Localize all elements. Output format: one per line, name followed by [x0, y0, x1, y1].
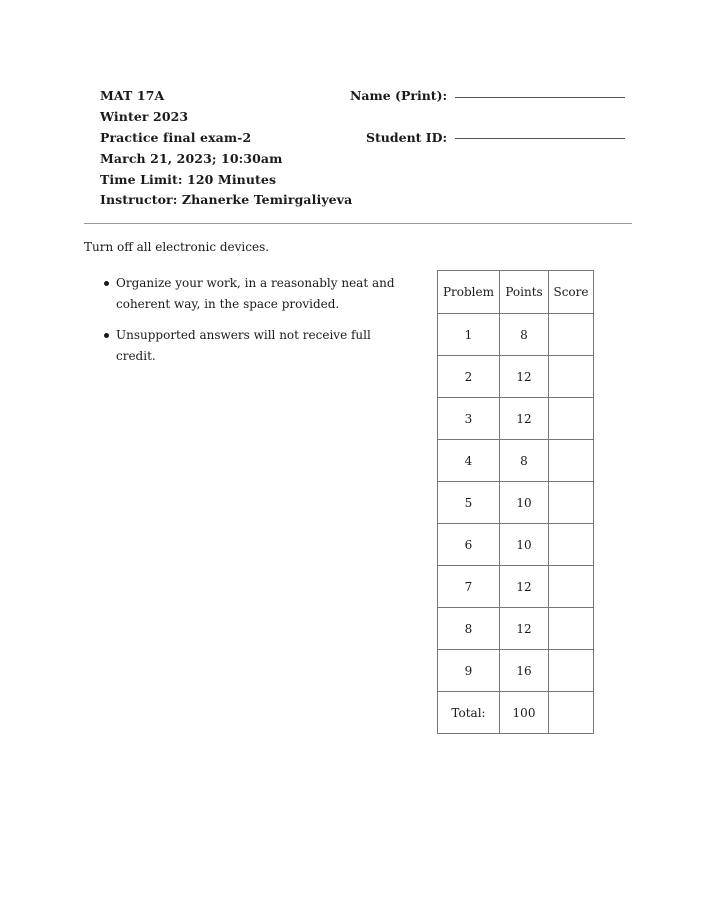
student-id-label: Student ID: — [366, 130, 448, 145]
problem-number: 9 — [438, 650, 500, 692]
score-cell[interactable] — [549, 398, 594, 440]
header-points: Points — [500, 271, 549, 314]
problem-number: 4 — [438, 440, 500, 482]
problem-number: 3 — [438, 398, 500, 440]
table-row — [438, 314, 594, 356]
score-cell[interactable] — [549, 356, 594, 398]
problem-number: 8 — [438, 608, 500, 650]
score-cell[interactable] — [549, 608, 594, 650]
problem-points: 8 — [500, 440, 549, 482]
table-row — [438, 608, 594, 650]
term: Winter 2023 — [100, 109, 189, 124]
header-score: Score — [549, 271, 594, 314]
total-score-cell[interactable] — [549, 692, 594, 734]
problem-number: 5 — [438, 482, 500, 524]
name-label: Name (Print): — [350, 88, 448, 103]
score-cell[interactable] — [549, 482, 594, 524]
exam-date: March 21, 2023; 10:30am — [100, 151, 283, 166]
table-row — [438, 650, 594, 692]
score-cell[interactable] — [549, 314, 594, 356]
problem-points: 12 — [500, 398, 549, 440]
problem-points: 10 — [500, 524, 549, 566]
course-code: MAT 17A — [100, 88, 165, 103]
problem-number: 7 — [438, 566, 500, 608]
bullet-icon — [104, 281, 109, 286]
score-cell[interactable] — [549, 440, 594, 482]
problem-points: 16 — [500, 650, 549, 692]
score-table — [437, 270, 594, 734]
problem-points: 12 — [500, 566, 549, 608]
total-label: Total: — [438, 692, 500, 734]
instruction-list — [100, 273, 400, 377]
problem-number: 2 — [438, 356, 500, 398]
instructor: Instructor: Zhanerke Temirgaliyeva — [100, 192, 353, 207]
table-row — [438, 482, 594, 524]
list-item — [100, 273, 400, 315]
table-row — [438, 524, 594, 566]
student-id-field[interactable] — [455, 138, 625, 139]
time-limit: Time Limit: 120 Minutes — [100, 172, 277, 187]
table-row — [438, 566, 594, 608]
table-row — [438, 356, 594, 398]
problem-points: 12 — [500, 356, 549, 398]
table-header-row — [438, 271, 594, 314]
exam-title: Practice final exam-2 — [100, 130, 252, 145]
score-cell[interactable] — [549, 650, 594, 692]
table-total-row — [438, 692, 594, 734]
problem-points: 10 — [500, 482, 549, 524]
table-row — [438, 440, 594, 482]
score-cell[interactable] — [549, 566, 594, 608]
score-cell[interactable] — [549, 524, 594, 566]
problem-points: 12 — [500, 608, 549, 650]
total-points: 100 — [500, 692, 549, 734]
problem-number: 6 — [438, 524, 500, 566]
problem-points: 8 — [500, 314, 549, 356]
instruction-text: Organize your work, in a reasonably neat and coherent way, in the space provided. — [116, 276, 395, 311]
instruction-text: Unsupported answers will not receive full credit. — [116, 328, 371, 363]
table-row — [438, 398, 594, 440]
name-field[interactable] — [455, 97, 625, 98]
problem-number: 1 — [438, 314, 500, 356]
header-divider — [84, 223, 632, 224]
list-item — [100, 325, 400, 367]
header-problem: Problem — [438, 271, 500, 314]
intro-text: Turn off all electronic devices. — [84, 240, 270, 254]
bullet-icon — [104, 333, 109, 338]
